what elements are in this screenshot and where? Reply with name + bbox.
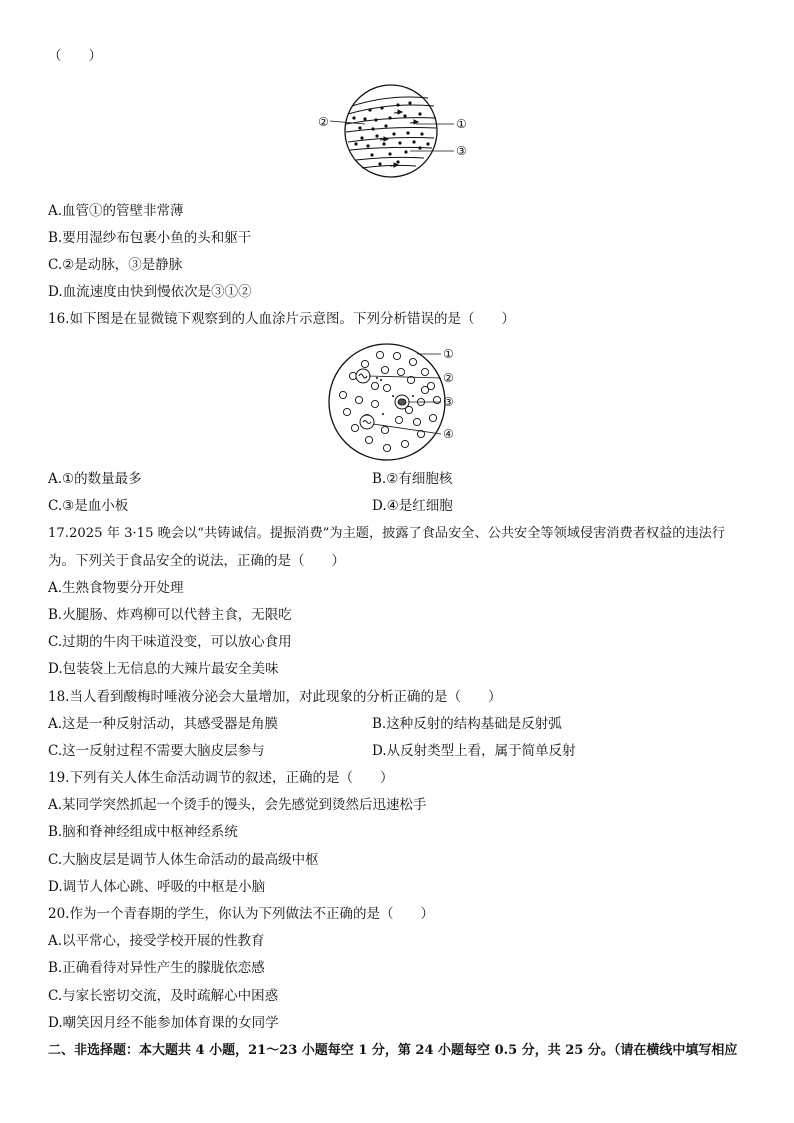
smear-label-3: ③	[443, 395, 454, 409]
q16-option-a: A.①的数量最多	[48, 471, 142, 487]
smear-label-2: ②	[443, 371, 454, 385]
question-answer-bracket: （ ）	[48, 48, 102, 64]
q16-option-d: D.④是红细胞	[372, 498, 453, 514]
q17-stem-line1: 17.2025 年 3·15 晚会以“共铸诚信。提振消费”为主题，披露了食品安全、公共安全等领域侵害消费者权益的违法行	[48, 526, 726, 541]
q16-option-c: C.③是血小板	[48, 498, 129, 514]
q19-option-a: A.某同学突然抓起一个烫手的馒头，会先感觉到烫然后迅速松手	[48, 797, 427, 813]
q20-option-d: D.嘲笑因月经不能参加体育课的女同学	[48, 1015, 279, 1031]
q17-option-c: C.过期的牛肉干味道没变，可以放心食用	[48, 634, 292, 650]
q15-option-c: C.②是动脉，③是静脉	[48, 257, 183, 273]
q18-option-d: D.从反射类型上看，属于简单反射	[372, 743, 576, 759]
blood-flow-figure	[310, 78, 480, 188]
smear-label-1: ①	[443, 347, 454, 361]
q17-option-d: D.包装袋上无信息的大辣片最安全美味	[48, 661, 279, 677]
q18-option-c: C.这一反射过程不需要大脑皮层参与	[48, 743, 265, 759]
blood-smear-figure	[325, 340, 475, 465]
q18-option-b: B.这种反射的结构基础是反射弧	[372, 716, 562, 732]
q17-option-a: A.生熟食物要分开处理	[48, 580, 184, 596]
section-two-heading: 二、非选择题：本大题共 4 小题，21～23 小题每空 1 分，第 24 小题每空 0.5 分，共 25 分。（请在横线中填写相应	[48, 1043, 738, 1058]
smear-label-4: ④	[443, 427, 454, 441]
q18-stem: 18.当人看到酸梅时唾液分泌会大量增加，对此现象的分析正确的是（ ）	[48, 689, 502, 705]
q19-stem: 19.下列有关人体生命活动调节的叙述，正确的是（ ）	[48, 770, 394, 786]
q20-option-b: B.正确看待对异性产生的朦胧依恋感	[48, 960, 265, 976]
q20-option-c: C.与家长密切交流，及时疏解心中困惑	[48, 988, 279, 1004]
q18-option-a: A.这是一种反射活动，其感受器是角膜	[48, 716, 279, 732]
q20-stem: 20.作为一个青春期的学生，你认为下列做法不正确的是（ ）	[48, 906, 434, 922]
q17-option-b: B.火腿肠、炸鸡柳可以代替主食，无限吃	[48, 607, 292, 623]
vessel-label-2: ②	[318, 115, 329, 129]
q15-option-a: A.血管①的管壁非常薄	[48, 203, 184, 219]
q20-option-a: A.以平常心，接受学校开展的性教育	[48, 933, 265, 949]
q19-option-b: B.脑和脊神经组成中枢神经系统	[48, 824, 238, 840]
q19-option-d: D.调节人体心跳、呼吸的中枢是小脑	[48, 879, 266, 895]
q15-option-b: B.要用湿纱布包裹小鱼的头和躯干	[48, 230, 252, 246]
q19-option-c: C.大脑皮层是调节人体生命活动的最高级中枢	[48, 852, 319, 868]
vessel-label-3: ③	[456, 144, 467, 158]
q16-option-b: B.②有细胞核	[372, 471, 453, 487]
q16-stem: 16.如下图是在显微镜下观察到的人血涂片示意图。下列分析错误的是（ ）	[48, 311, 515, 327]
q17-stem-line2: 为。下列关于食品安全的说法，正确的是（ ）	[48, 553, 345, 569]
vessel-label-1: ①	[456, 117, 467, 131]
q15-option-d: D.血流速度由快到慢依次是③①②	[48, 284, 252, 300]
